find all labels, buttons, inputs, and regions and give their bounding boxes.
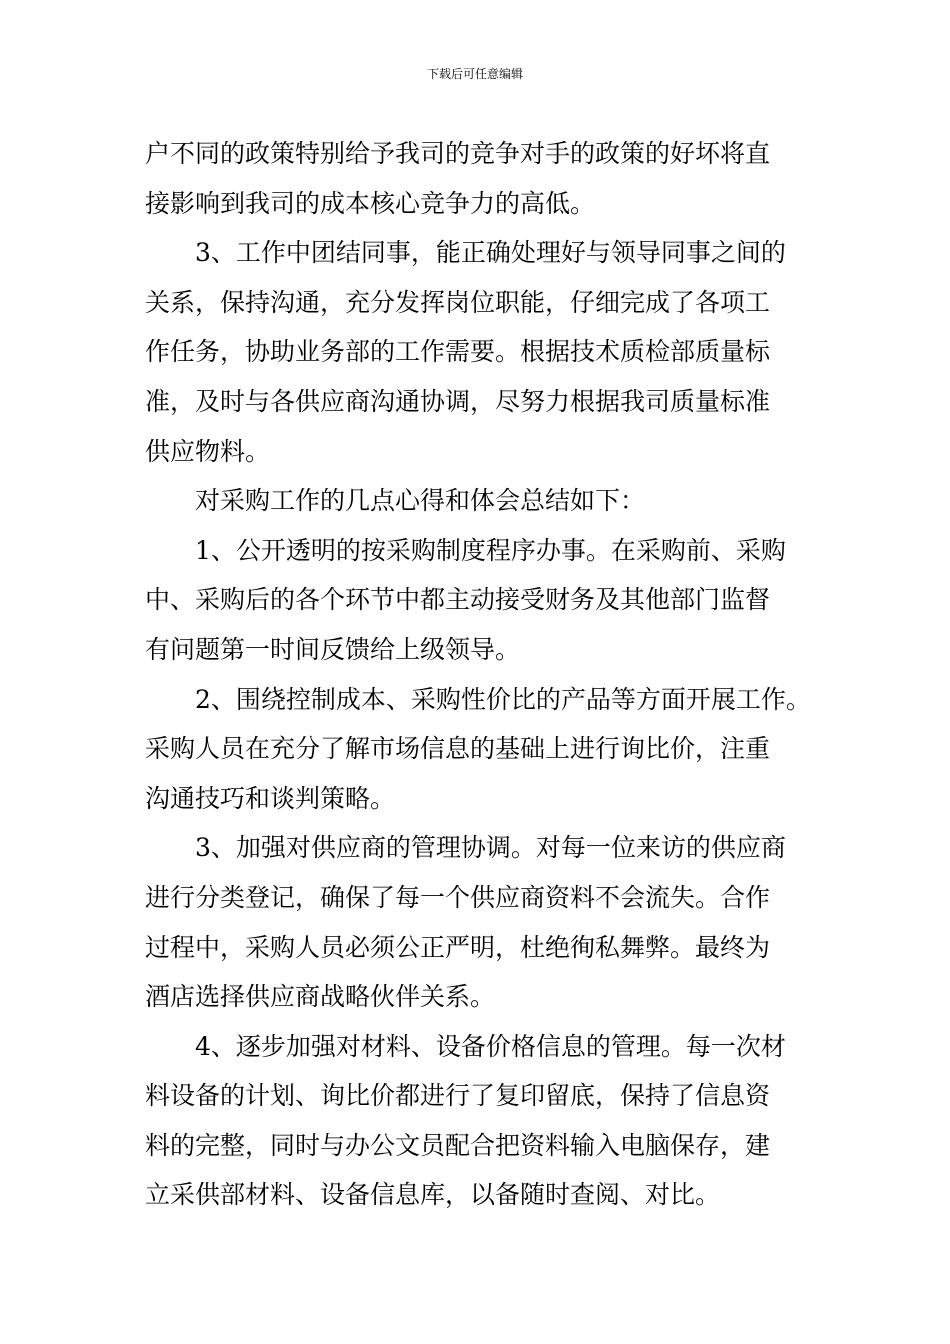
paragraph-start-line: 3、工作中团结同事，能正确处理好与领导同事之间的 [195,238,786,268]
paragraph-start-line: 对采购工作的几点心得和体会总结如下： [195,486,646,516]
text-line: 作任务，协助业务部的工作需要。根据技术质检部质量标 [145,337,771,367]
text-line: 酒店选择供应商战略伙伴关系。 [145,982,496,1012]
text-line: 中、采购后的各个环节中都主动接受财务及其他部门监督 [145,585,771,615]
text-line: 沟通技巧和谈判策略。 [145,783,396,813]
text-line: 采购人员在充分了解市场信息的基础上进行询比价，注重 [145,734,771,764]
text-line: 供应物料。 [145,436,271,466]
text-line: 接影响到我司的成本核心竞争力的高低。 [145,188,596,218]
page-header: 下载后可任意编辑 [426,67,523,81]
document-body [145,129,820,1220]
paragraph-start-line: 4、逐步加强对材料、设备价格信息的管理。每一次材 [195,1031,786,1061]
text-line: 立采供部材料、设备信息库，以备随时查阅、对比。 [145,1180,721,1210]
text-line: 有问题第一时间反馈给上级领导。 [145,634,521,664]
text-line: 过程中，采购人员必须公正严明，杜绝徇私舞弊。最终为 [145,932,771,962]
paragraph-start-line: 1、公开透明的按采购制度程序办事。在采购前、采购 [195,535,786,565]
text-line: 户不同的政策特别给予我司的竞争对手的政策的好坏将直 [145,139,771,168]
text-line: 关系，保持沟通，充分发挥岗位职能，仔细完成了各项工 [145,287,771,317]
text-line: 料设备的计划、询比价都进行了复印留底，保持了信息资 [145,1081,771,1111]
paragraph-start-line: 3、加强对供应商的管理协调。对每一位来访的供应商 [195,833,786,863]
text-line: 准，及时与各供应商沟通协调，尽努力根据我司质量标准 [145,386,771,416]
text-line: 进行分类登记，确保了每一个供应商资料不会流失。合作 [145,882,771,912]
paragraph-start-line: 2、围绕控制成本、采购性价比的产品等方面开展工作。 [195,684,811,714]
text-line: 料的完整，同时与办公文员配合把资料输入电脑保存，建 [145,1130,771,1160]
